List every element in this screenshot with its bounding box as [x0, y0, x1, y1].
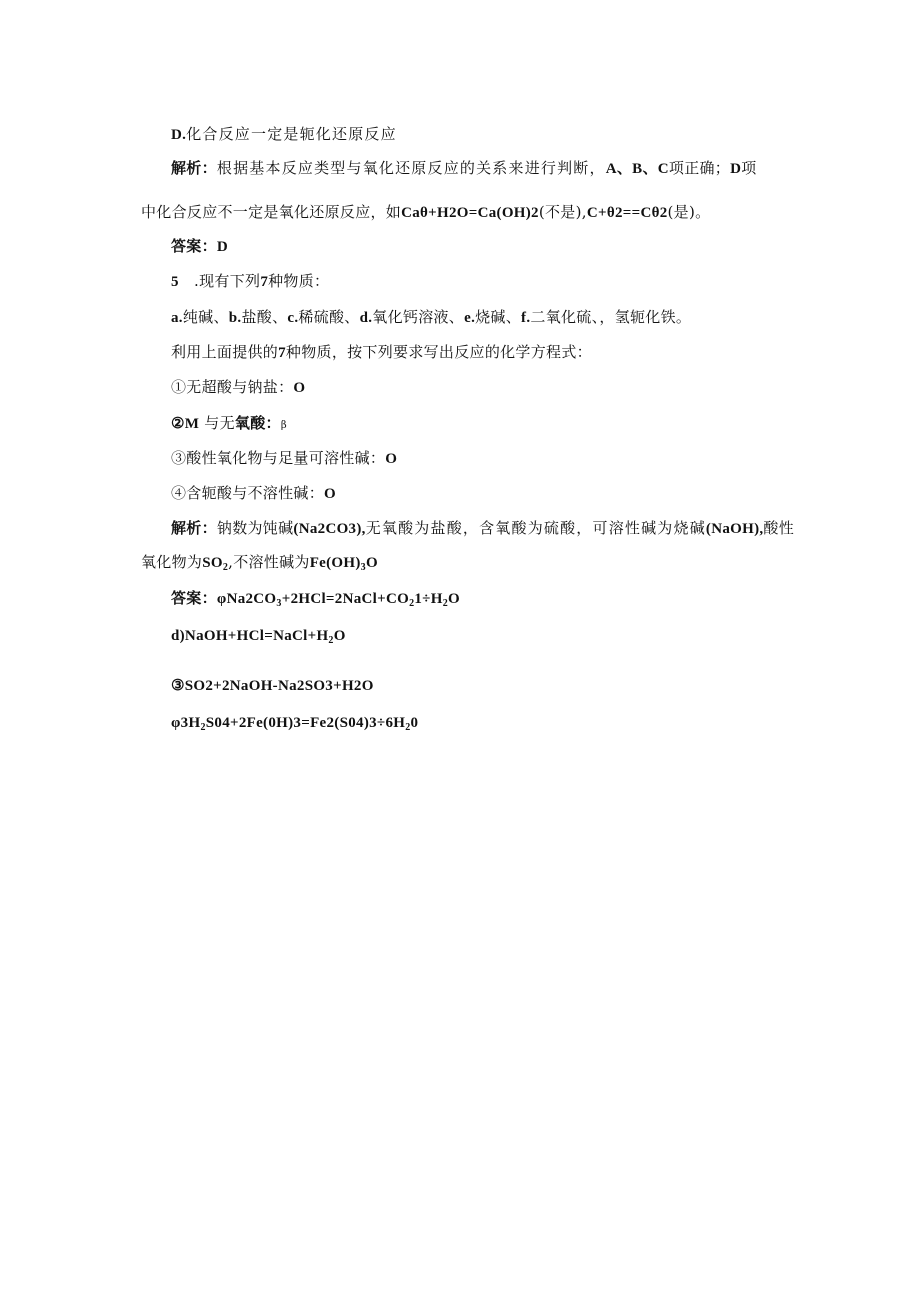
question-5-line — [171, 271, 329, 292]
substance-b-letter: b. — [228, 310, 242, 326]
question-5-seven: 7 — [260, 274, 269, 290]
analysis-2-text-1: 钠数为饨碱 — [216, 519, 294, 537]
answer-2-eq-2-sub: 2 — [328, 635, 334, 646]
analysis-2-so-sub: 2 — [222, 562, 229, 573]
answer-2-eq-4-b: S04+2Fe(0H)3=Fe2(S04)3÷6H — [205, 715, 406, 731]
analysis-2-formula-2: (NaOH), — [705, 521, 764, 537]
analysis-2-text-2: 无氧酸为盐酸，含氧酸为硫酸，可溶性碱为烧碱 — [365, 519, 706, 537]
answer-2-eq-1-b: +2HCl=2NaCl+CO — [281, 591, 410, 607]
instruction-text-2: 种物质，按下列要求写出反应的化学方程式： — [285, 343, 592, 361]
answer-1-value: D — [216, 239, 229, 255]
answer-2-eq-1-c: 1÷H — [414, 591, 443, 607]
answer-2-line-3 — [171, 676, 374, 696]
option-d-letter: D. — [171, 127, 187, 143]
question-5-number: 5 — [171, 274, 179, 290]
substance-b-text: 盐酸、 — [241, 308, 288, 326]
item-2-prefix: ②M — [171, 416, 200, 432]
answer-1-line — [171, 236, 228, 257]
answer-2-line-1 — [171, 589, 460, 609]
answer-2-eq-4-a: φ3H — [171, 715, 201, 731]
answer-2-eq-1-sub-3: 2 — [442, 598, 448, 609]
item-2-line — [171, 413, 287, 436]
item-3-line — [171, 448, 397, 469]
analysis-1-line-1 — [171, 158, 757, 179]
item-4-line — [171, 483, 336, 504]
option-d-line — [171, 124, 397, 145]
item-4-value: O — [324, 486, 336, 502]
analysis-2-feoh-sub: 3 — [360, 562, 366, 573]
instruction-line — [171, 342, 592, 363]
analysis-1-cont-a: 中化合反应不一定是氧化还原反应，如 — [141, 203, 402, 221]
analysis-1-text-1: 根据基本反应类型与氧化还原反应的关系来进行判断， — [216, 159, 606, 177]
item-1-prefix: ①无超酸与钠盐： — [171, 378, 294, 396]
item-1-value: O — [293, 380, 306, 396]
analysis-2-text-3: 酸性 — [763, 519, 795, 537]
answer-2-eq-4-sub-1: 2 — [200, 722, 206, 733]
answer-2-eq-4-sub-2: 2 — [405, 722, 411, 733]
instruction-seven: 7 — [278, 345, 286, 361]
substances-line — [171, 307, 691, 328]
substance-a-text: 纯碱、 — [182, 308, 229, 326]
substance-c-text: 稀硫酸、 — [298, 308, 360, 326]
analysis-1-text-2: 项正确； — [668, 159, 731, 177]
analysis-2-so: SO — [202, 555, 223, 571]
answer-2-eq-1-sub-1: 3 — [276, 598, 282, 609]
answer-2-eq-1-sub-2: 2 — [409, 598, 415, 609]
answer-1-label: 答案： — [171, 239, 217, 255]
analysis-1-line-2 — [141, 202, 710, 223]
analysis-1-d: D — [730, 161, 742, 177]
answer-2-eq-3: ③SO2+2NaOH-Na2SO3+H2O — [171, 678, 374, 694]
analysis-2-line-1 — [171, 518, 794, 539]
substance-f-letter: f. — [521, 310, 531, 326]
analysis-1-abc: A、B、C — [605, 161, 669, 177]
answer-2-eq-1-d: O — [448, 591, 460, 607]
analysis-2-formula-1: (Na2CO3), — [293, 521, 366, 537]
analysis-2-text-5: ,不溶性碱为 — [228, 553, 310, 571]
substance-d-text: 氧化钙溶液、 — [372, 308, 465, 326]
analysis-2-label: 解析： — [171, 521, 217, 537]
substance-d-letter: d. — [359, 310, 373, 326]
answer-2-eq-2-b: O — [333, 628, 346, 644]
substance-c-letter: c. — [287, 310, 299, 326]
item-2-text: 与无 — [204, 414, 235, 432]
analysis-2-feoh: Fe(OH) — [309, 555, 361, 571]
answer-2-eq-1-a: φNa2CO — [216, 591, 277, 607]
question-5-text-2: 种物质： — [268, 272, 330, 290]
answer-2-eq-2-a: d)NaOH+HCl=NaCl+H — [171, 628, 329, 644]
question-5-text: .现有下列 — [194, 272, 261, 290]
analysis-1-cont-c: (是)。 — [667, 203, 711, 221]
answer-2-eq-4-c: 0 — [410, 715, 419, 731]
analysis-1-eq-1: Caθ+H2O=Ca(OH)2 — [401, 205, 539, 221]
analysis-2-feoh-end: O — [365, 555, 378, 571]
option-d-text: 化合反应一定是轭化还原反应 — [186, 125, 397, 143]
item-3-prefix: ③酸性氧化物与足量可溶性碱： — [171, 449, 386, 467]
analysis-2-line-2 — [141, 552, 378, 573]
item-1-line — [171, 377, 305, 398]
analysis-1-cont-b: (不是), — [538, 203, 587, 221]
analysis-2-text-4: 氧化物为 — [141, 553, 203, 571]
substance-a-letter: a. — [171, 310, 183, 326]
item-4-prefix: ④含轭酸与不溶性碱： — [171, 484, 325, 502]
substance-e-letter: e. — [464, 310, 476, 326]
item-2-value: β — [280, 420, 287, 431]
answer-2-label: 答案： — [171, 591, 217, 607]
analysis-1-text-3: 项 — [741, 159, 757, 177]
answer-2-line-2 — [171, 626, 346, 646]
instruction-text-1: 利用上面提供的 — [171, 343, 279, 361]
item-3-value: O — [385, 451, 398, 467]
substance-f-text: 二氧化硫、，氢轭化铁。 — [530, 308, 692, 326]
answer-2-line-4 — [171, 713, 418, 733]
analysis-1-label: 解析： — [171, 161, 217, 177]
analysis-1-eq-2: C+θ2==Cθ2 — [586, 205, 668, 221]
substance-e-text: 烧碱、 — [475, 308, 522, 326]
item-2-bold: 氧酸： — [234, 416, 281, 432]
